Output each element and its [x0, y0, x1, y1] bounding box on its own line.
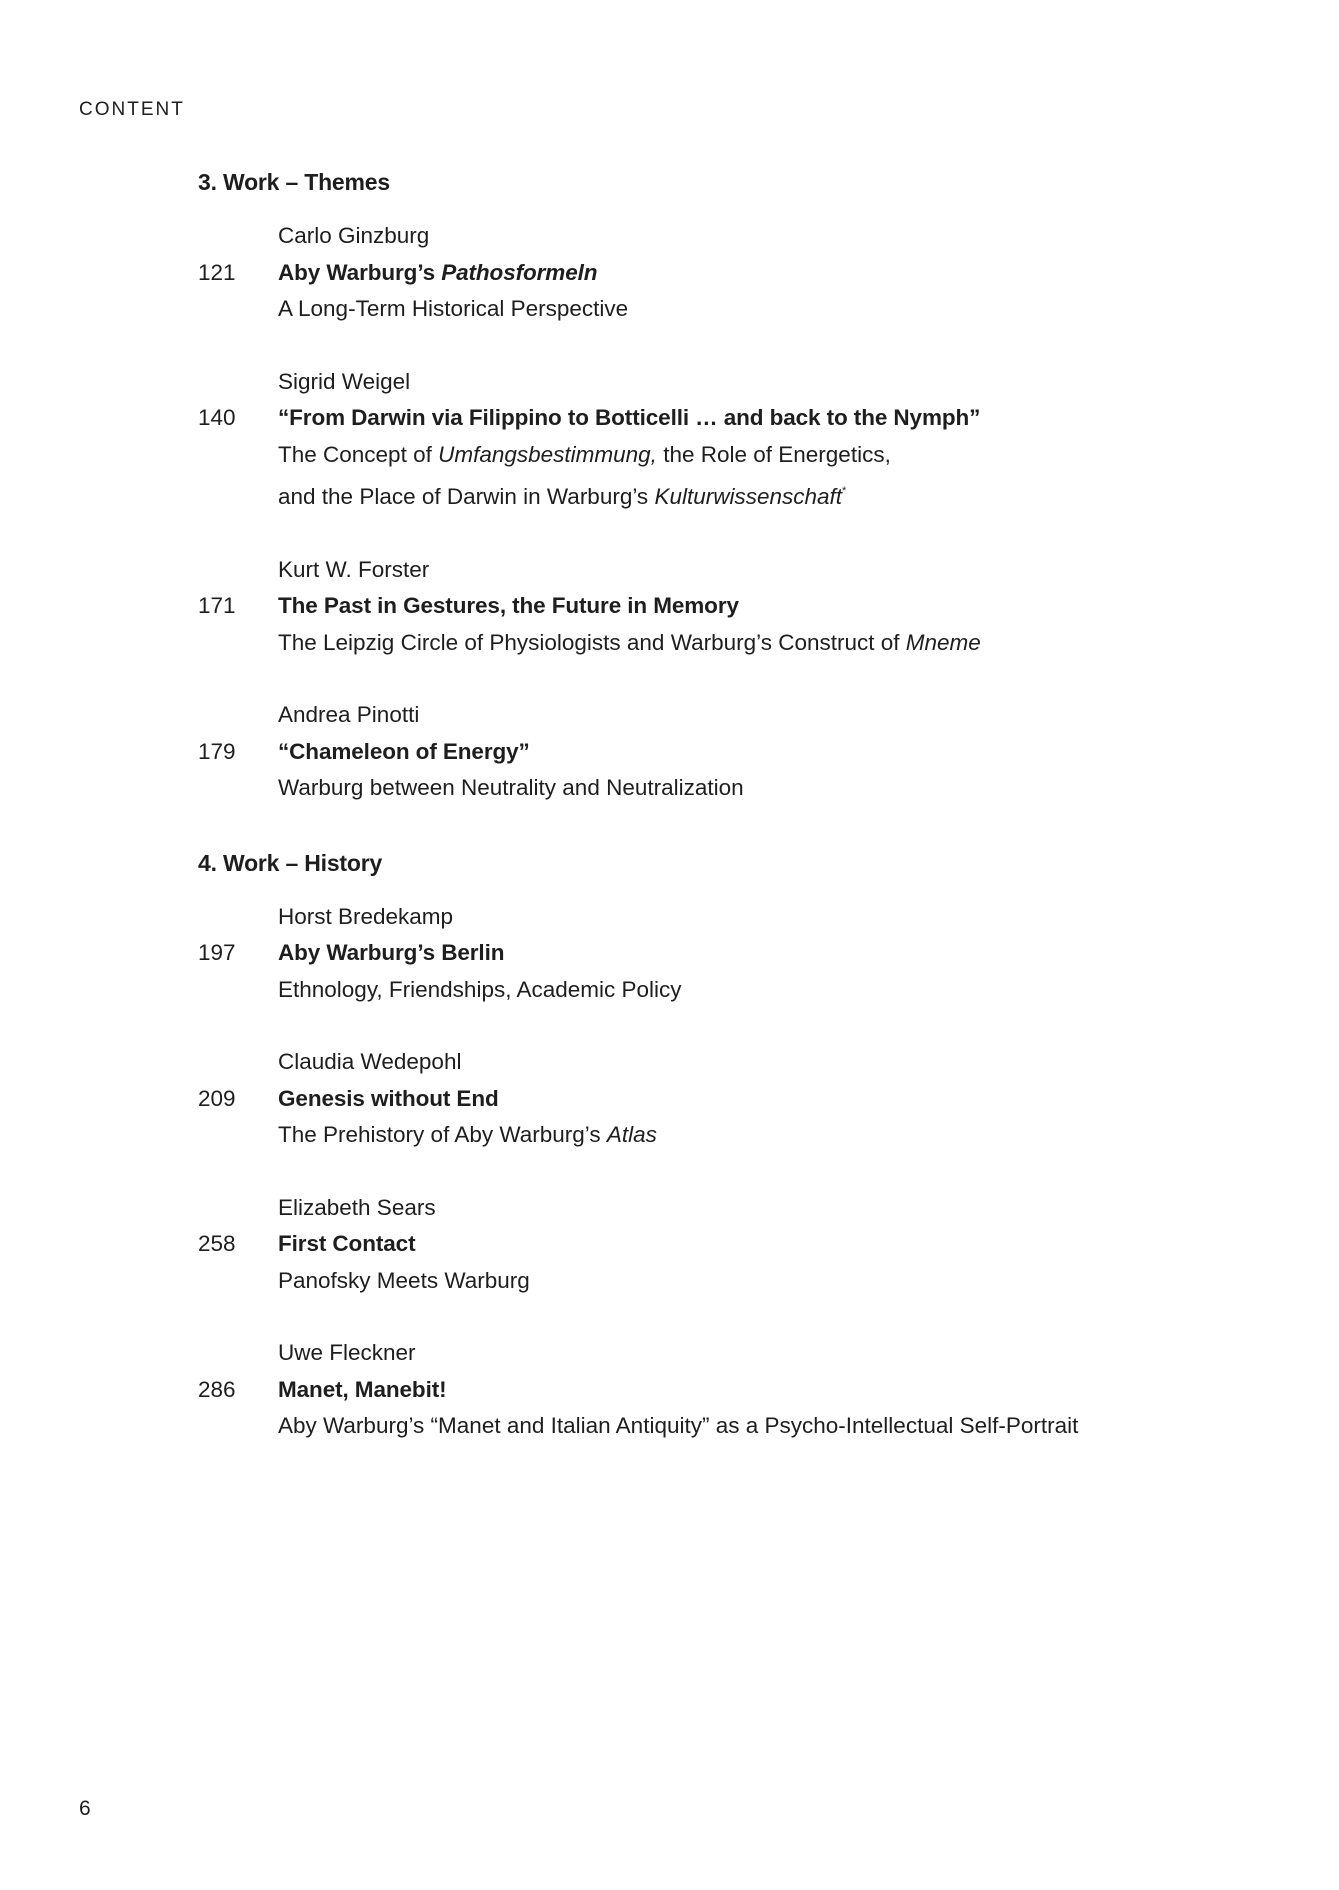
table-of-contents: [198, 164, 1258, 1445]
subtitle-text: The Prehistory of Aby Warburg’s: [278, 1122, 607, 1147]
entry-page-number: 121: [198, 259, 236, 285]
entry-title: [278, 588, 1258, 625]
entry-subtitle: [278, 291, 1258, 328]
entry-subtitle: [278, 1408, 1258, 1445]
entry-author: Kurt W. Forster: [278, 556, 430, 582]
title-text: Pathosformeln: [441, 259, 598, 285]
entry-subtitle: [278, 473, 1258, 516]
toc-section: [198, 164, 1258, 807]
subtitle-text: Mneme: [905, 629, 981, 655]
entry-author: Sigrid Weigel: [278, 368, 411, 394]
entry-subtitle: [278, 625, 1258, 662]
subtitle-text: Kulturwissenschaft: [654, 484, 843, 509]
title-text: “Chameleon of Energy”: [278, 738, 530, 764]
toc-entry: [198, 218, 1258, 328]
subtitle-text: and the Place of Darwin in Warburg’s: [278, 484, 655, 509]
entry-page-number: 171: [198, 593, 236, 618]
footnote-mark: *: [842, 485, 847, 497]
title-text: Aby Warburg’s: [278, 259, 442, 285]
title-text: “From Darwin via Filippino to Botticelli … and back to the Nymph”: [278, 405, 981, 430]
subtitle-text: Warburg between Neutrality and Neutralization: [278, 775, 744, 800]
entry-subtitle: [278, 972, 1258, 1009]
entry-author: Andrea Pinotti: [278, 702, 420, 727]
toc-entry: [198, 552, 1258, 662]
toc-entry: [198, 1044, 1258, 1154]
toc-section: [198, 845, 1258, 1445]
entry-subtitle: [278, 437, 1258, 474]
title-text: First Contact: [278, 1231, 416, 1256]
section-heading: 3. Work – Themes: [198, 169, 390, 195]
page-number: 6: [79, 1797, 91, 1820]
title-text: Genesis without End: [278, 1085, 499, 1111]
entry-title: [278, 1226, 1258, 1263]
subtitle-text: Panofsky Meets Warburg: [278, 1267, 530, 1293]
running-head: CONTENT: [79, 99, 185, 120]
section-heading: 4. Work – History: [198, 849, 383, 876]
entry-page-number: 140: [198, 405, 236, 430]
subtitle-text: A Long-Term Historical Perspective: [278, 296, 629, 321]
entry-author: Uwe Fleckner: [278, 1340, 416, 1365]
entry-page-number: 286: [198, 1376, 236, 1402]
entry-title: [278, 734, 1258, 771]
entry-page-number: 179: [198, 738, 236, 764]
entry-author: Horst Bredekamp: [278, 903, 454, 929]
entry-title: [278, 1372, 1258, 1409]
entry-title: [278, 1081, 1258, 1118]
toc-entry: [198, 697, 1258, 807]
title-text: The Past in Gestures, the Future in Memory: [278, 593, 739, 618]
entry-title: [278, 255, 1258, 292]
entry-subtitle: [278, 1117, 1258, 1154]
entry-page-number: 197: [198, 940, 236, 965]
entry-subtitle: [278, 770, 1258, 807]
subtitle-text: Atlas: [606, 1122, 657, 1147]
entry-title: [278, 935, 1258, 972]
subtitle-text: The Concept of: [278, 441, 439, 467]
entry-author: Elizabeth Sears: [278, 1194, 436, 1220]
entry-page-number: 258: [198, 1231, 236, 1256]
subtitle-text: The Leipzig Circle of Physiologists and Warburg’s Construct of: [278, 629, 906, 655]
entry-author: Carlo Ginzburg: [278, 223, 430, 248]
subtitle-text: Ethnology, Friendships, Academic Policy: [278, 976, 682, 1002]
title-text: Manet, Manebit!: [278, 1376, 447, 1402]
entry-title: [278, 400, 1258, 437]
toc-entry: [198, 1335, 1258, 1445]
toc-entry: [198, 899, 1258, 1009]
toc-entry: [198, 1190, 1258, 1300]
subtitle-text: Aby Warburg’s “Manet and Italian Antiquity” as a Psycho-Intellectual Self-Portrait: [278, 1413, 1079, 1438]
entry-page-number: 209: [198, 1085, 236, 1111]
toc-entry: [198, 364, 1258, 516]
entry-author: Claudia Wedepohl: [278, 1049, 462, 1074]
subtitle-text: Umfangsbestimmung,: [438, 441, 657, 467]
entry-subtitle: [278, 1263, 1258, 1300]
title-text: Aby Warburg’s Berlin: [278, 940, 505, 965]
subtitle-text: the Role of Energetics,: [656, 441, 891, 467]
